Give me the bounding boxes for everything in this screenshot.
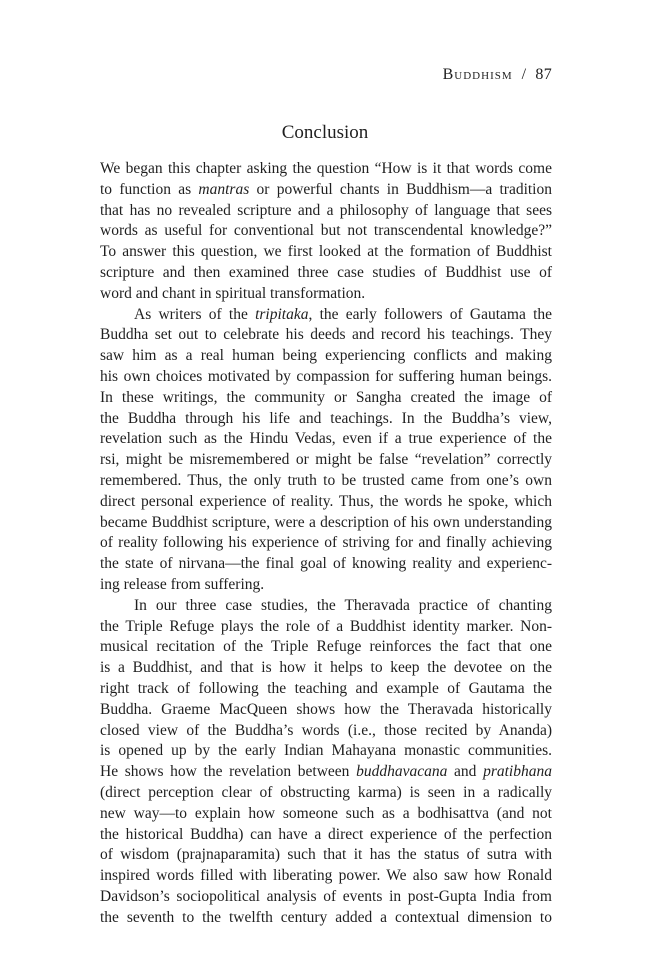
text-line: musical recitation of the Triple Refuge reinforces the fact that one: [100, 638, 552, 656]
text-line: is opened up by the early Indian Mahayana monastic communities.: [100, 742, 552, 760]
italic-term: buddhavacana: [356, 763, 448, 781]
text-line: closed view of the Buddha’s words (i.e., those recited by Ananda): [100, 721, 552, 739]
running-head: [443, 66, 552, 84]
text-line: the state of nirvana—the final goal of knowing reality and experienc-: [100, 555, 552, 573]
text-line: To answer this question, we first looked at the formation of Buddhist: [100, 243, 552, 261]
running-head-separator: /: [521, 66, 527, 83]
text-line: the Triple Refuge plays the role of a Buddhist identity marker. Non-: [100, 617, 552, 635]
text-line: the Buddha through his life and teachings. In the Buddha’s view,: [100, 409, 552, 427]
text-line: Buddha. Graeme MacQueen shows how the Theravada historically: [100, 700, 552, 718]
text-line: of reality following his experience of striving for and finally achieving: [100, 534, 552, 552]
text-line: that has no revealed scripture and a philosophy of language that sees: [100, 201, 552, 219]
text-line: As writers of the tripitaka, the early followers of Gautama the: [134, 305, 553, 323]
text-line: (direct perception clear of obstructing karma) is seen in a radically: [100, 783, 552, 801]
text-line: saw him as a real human being experiencing conflicts and making: [100, 347, 552, 365]
text-line: the historical Buddha) can have a direct experience of the perfection: [100, 825, 552, 843]
text-line: We began this chapter asking the question “How is it that words come: [100, 160, 552, 177]
text-line: ing release from suffering.: [100, 575, 265, 593]
text-line: the seventh to the twelfth century added a contextual dimension to: [100, 908, 552, 926]
text-line: direct personal experience of reality. Thus, the words he spoke, which: [100, 492, 552, 510]
text-line: remembered. Thus, the only truth to be trusted came from one’s own: [100, 471, 552, 489]
text-line: word and chant in spiritual transformation.: [100, 284, 366, 302]
text-line: of wisdom (prajnaparamita) such that it has the status of sutra with: [100, 846, 552, 864]
text-line: Davidson’s sociopolitical analysis of events in post-Gupta India from: [100, 887, 552, 905]
text-line: to function as mantras or powerful chants in Buddhism—a tradition: [100, 180, 552, 198]
page-number: 87: [535, 66, 552, 83]
text-line: In our three case studies, the Theravada practice of chanting: [134, 596, 552, 614]
text-line: his own choices motivated by compassion for suffering human beings.: [100, 367, 552, 385]
text-line: new way—to explain how someone such as a bodhisattva (and not: [100, 804, 552, 822]
text-line: right track of following the teaching and example of Gautama the: [100, 679, 552, 697]
italic-term: mantras: [198, 180, 250, 198]
text-line: revelation such as the Hindu Vedas, even if a true experience of the: [100, 430, 552, 448]
text-line: is a Buddhist, and that is how it helps to keep the devotee on the: [100, 659, 552, 677]
italic-term: pratibhana: [483, 763, 552, 781]
text-line: In these writings, the community or Sangha created the image of: [100, 388, 552, 406]
text-line: inspired words filled with liberating power. We also saw how Ronald: [100, 867, 552, 885]
text-line: became Buddhist scripture, were a description of his own understanding: [100, 513, 552, 531]
italic-term: tripitaka: [255, 305, 309, 323]
body-text: [100, 159, 552, 928]
section-heading: Conclusion: [281, 122, 369, 143]
text-line: Buddha set out to celebrate his deeds and record his teachings. They: [100, 326, 552, 344]
text-line: He shows how the revelation between buddhavacana and pratibhana: [100, 763, 552, 781]
running-head-title: Buddhism: [442, 66, 513, 83]
text-line: words as useful for conventional but not transcendental knowledge?”: [100, 222, 552, 240]
text-line: rsi, might be misremembered or might be false “revelation” correctly: [100, 451, 552, 469]
text-line: scripture and then examined three case studies of Buddhist use of: [100, 263, 552, 281]
